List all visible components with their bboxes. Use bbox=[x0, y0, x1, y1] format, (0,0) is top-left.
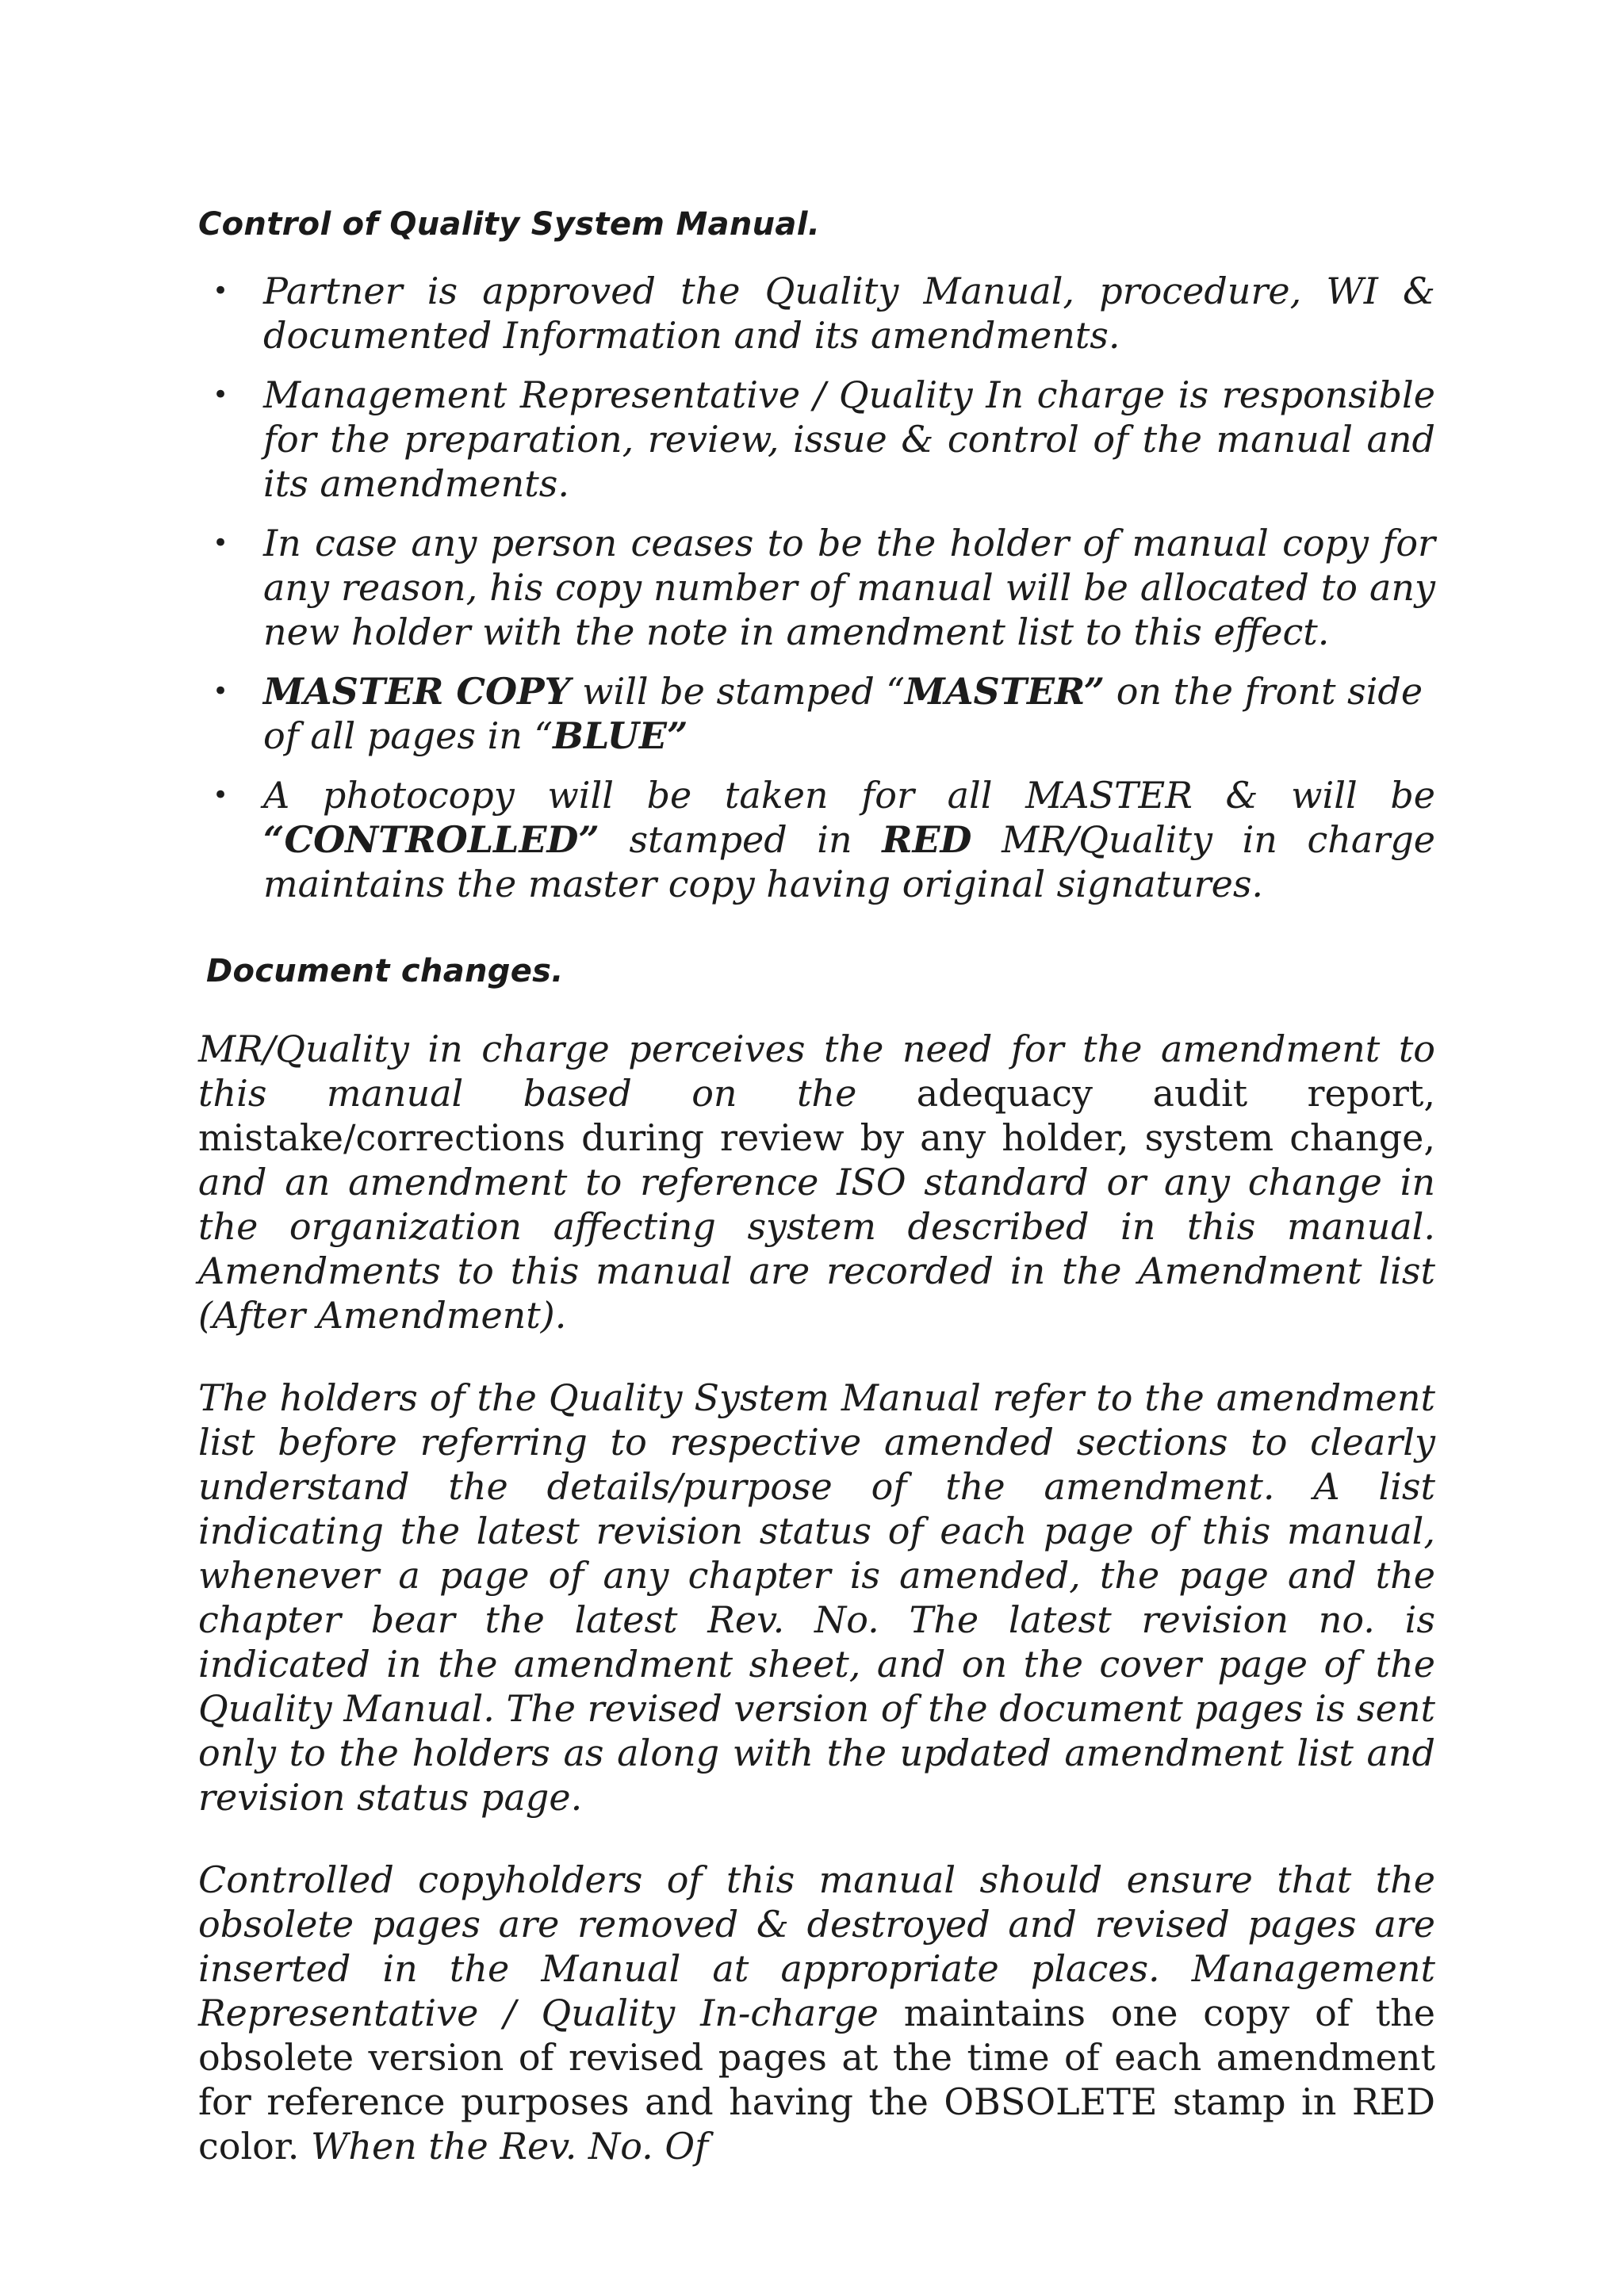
bullet-item-holder-change bbox=[198, 521, 1435, 654]
bullet-icon: • bbox=[213, 527, 229, 559]
bullet-item-approval bbox=[198, 269, 1435, 358]
bullet-text: MR/Quality in charge maintains the master copy having original signatures. bbox=[263, 818, 1435, 905]
red-color-label: RED bbox=[882, 818, 972, 861]
section-heading-document-changes: Document changes. bbox=[206, 953, 564, 989]
paragraph-text: and an amendment to reference ISO standard or any change in the organization affecting system described in this manual. Amendments to this manual are recorded in the Amendment list (After Amendment). bbox=[198, 1161, 1435, 1337]
bullet-icon: • bbox=[213, 779, 229, 811]
controlled-stamp-label: “CONTROLLED” bbox=[263, 818, 599, 861]
paragraph-amendment-list: The holders of the Quality System Manual refer to the amendment list before referring to respective amended sections to clearly understand the details/purpose of the amendment. A list indicating the latest revision status of each page of this manual, whenever a page of any chapter is amended, the page and the chapter bear the latest Rev. No. The latest revision no. is indicated in the amendment sheet, and on the cover page of the Quality Manual. The revised version of the document pages is sent only to the holders as along with the updated amendment list and revision status page. bbox=[198, 1376, 1435, 1819]
bullet-text: on the front side of all pages in “ bbox=[263, 670, 1423, 757]
document-page bbox=[198, 182, 1435, 2168]
bullet-item-controlled-copy bbox=[198, 773, 1435, 906]
paragraph-text: When the Rev. No. Of bbox=[311, 2125, 709, 2168]
control-bullet-list bbox=[198, 269, 1435, 906]
bullet-item-master-copy bbox=[198, 669, 1435, 758]
blue-color-label: BLUE” bbox=[553, 714, 688, 757]
master-stamp-label: MASTER” bbox=[904, 670, 1105, 713]
master-copy-label: MASTER COPY bbox=[263, 670, 571, 713]
paragraph-text: maintains one copy of the obsolete version of revised pages at the time of each amendment for reference purposes and having the OBSOLETE stamp in RED color. bbox=[198, 1992, 1435, 2168]
paragraph-text: MR/Quality in charge perceives the need for the amendment to this manual based on the bbox=[198, 1027, 1435, 1115]
bullet-text: In case any person ceases to be the holder of manual copy for any reason, his copy number of manual will be allocated to any new holder with the note in amendment list to this effect. bbox=[263, 522, 1435, 653]
paragraph-obsolete-pages bbox=[198, 1858, 1435, 2168]
bullet-text: Management Representative / Quality In charge is responsible for the preparation, review, issue & control of the manual and its amendments. bbox=[263, 373, 1435, 505]
paragraph-amendment-need bbox=[198, 1027, 1435, 1337]
bullet-text: Partner is approved the Quality Manual, procedure, WI & documented Information and its amendments. bbox=[263, 270, 1435, 357]
paragraph-text: Controlled copyholders of this manual should ensure that the obsolete pages are removed & destroyed and revised pages are inserted in the Manual at appropriate places. Management Representative / Quality In-charge bbox=[198, 1858, 1435, 2034]
bullet-icon: • bbox=[213, 379, 229, 411]
paragraph-text: adequacy audit report, mistake/corrections during review by any holder, system change, bbox=[198, 1072, 1435, 1159]
bullet-item-responsibility bbox=[198, 373, 1435, 506]
bullet-text: will be stamped “ bbox=[570, 670, 905, 713]
bullet-text: stamped in bbox=[599, 818, 883, 861]
bullet-text: A photocopy will be taken for all MASTER & will be bbox=[263, 774, 1435, 817]
bullet-icon: • bbox=[213, 675, 229, 707]
section-heading-control-of-quality-system-manual: Control of Quality System Manual. bbox=[198, 206, 821, 243]
bullet-icon: • bbox=[213, 275, 229, 307]
